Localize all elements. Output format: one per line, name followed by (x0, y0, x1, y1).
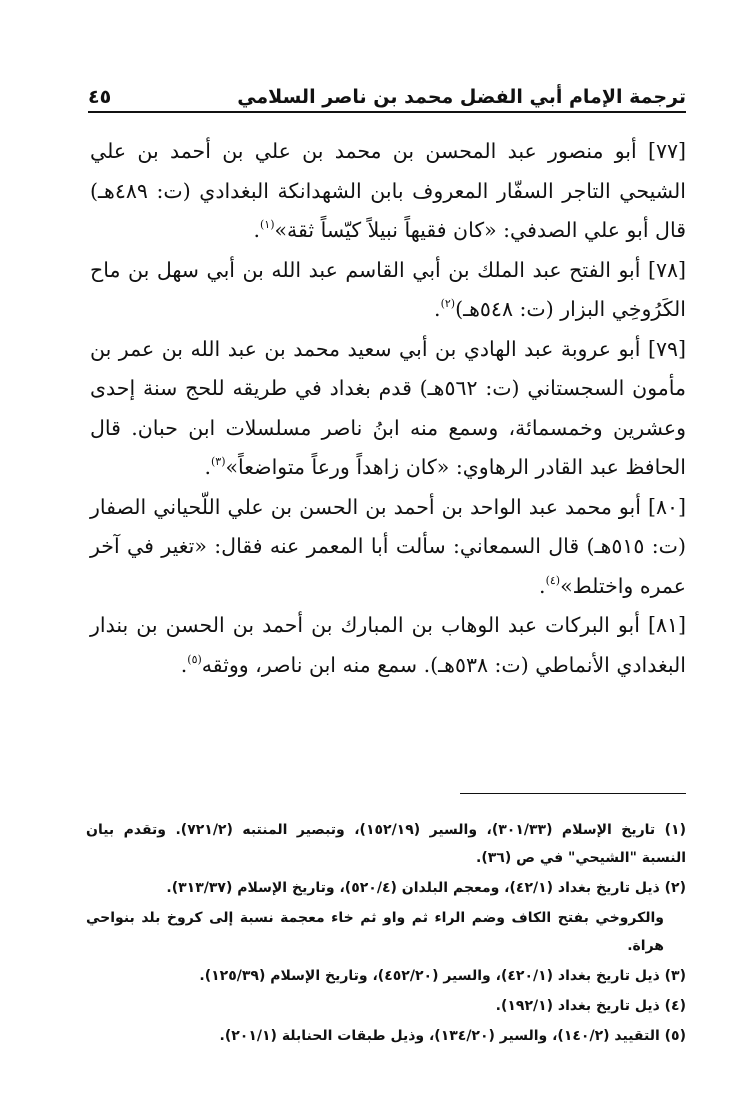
header-divider (88, 111, 686, 113)
footnote-ref: (٤) (545, 573, 561, 587)
footnote-3: (٣) ذيل تاريخ بغداد (٤٢٠/١)، والسير (٤٥٢/٢٠)، وتاريخ الإسلام (١٢٥/٣٩). (199, 968, 686, 984)
footnote-2-continuation: والكروخي بفتح الكاف وضم الراء ثم واو ثم خاء معجمة نسبة إلى كروخ بلد بنواحي هراة. (86, 910, 664, 954)
footnote-ref: (٢) (440, 297, 456, 310)
main-text (90, 132, 686, 685)
entry-tail: . (539, 573, 546, 598)
entry-text: [٨٠] أبو محمد عبد الواحد بن أحمد بن الحسن بن علي اللّحياني الصفار (ت: ٥١٥هـ) قال السمعاني: سألت أبا المعمر عنه فقال: «تغير في آخر عمره واختلط» (90, 494, 686, 598)
entry-text: [٨١] أبو البركات عبد الوهاب بن المبارك بن أحمد بن الحسن بن بندار البغدادي الأنماطي (ت: ٥٣٨هـ). سمع منه ابن ناصر، ووثقه (90, 613, 686, 677)
running-title: ترجمة الإمام أبي الفضل محمد بن ناصر السلامي (237, 86, 686, 108)
footnote-ref: (١) (259, 218, 275, 231)
entry-tail: . (253, 218, 260, 242)
entry-tail: . (180, 652, 188, 677)
entry-tail: . (434, 297, 441, 321)
page-number: ٤٥ (88, 86, 112, 108)
footnote-2: (٢) ذيل تاريخ بغداد (٤٢/١)، ومعجم البلدان (٥٢٠/٤)، وتاريخ الإسلام (٣١٣/٣٧). (166, 880, 686, 896)
entry-text: [٧٩] أبو عروبة عبد الهادي بن أبي سعيد محمد بن عبد الله بن عمر بن مأمون السجستاني (ت: ٥٦٢هـ) قدم بغداد في طريقه للحج سنة إحدى وعشرين وخمسمائة، وسمع منه ابنُ ناصر مسلسلات ابن حبان. قال الحافظ عبد القادر الرهاوي: «كان زاهداً ورعاً متواضعاً» (90, 336, 686, 479)
entry-79 (90, 330, 686, 488)
entry-81 (90, 606, 686, 685)
entry-text: [٧٨] أبو الفتح عبد الملك بن أبي القاسم عبد الله بن أبي سهل بن ماح الكَرُوخِي البزار (ت: ٥٤٨هـ) (90, 257, 686, 321)
entry-80 (90, 488, 686, 607)
entry-78 (90, 251, 686, 330)
entry-tail: . (204, 455, 211, 479)
entry-text: [٧٧] أبو منصور عبد المحسن بن محمد بن علي بن أحمد بن علي الشيحي التاجر السفّار المعروف بابن الشهدانكة البغدادي (ت: ٤٨٩هـ) قال أبو علي الصدفي: «كان فقيهاً نبيلاً كيّساً ثقة» (90, 139, 686, 242)
footnote-4: (٤) ذيل تاريخ بغداد (١٩٢/١). (495, 998, 686, 1014)
footnote-ref: (٣) (210, 455, 226, 468)
footnote-ref: (٥) (187, 652, 202, 666)
footnotes (86, 816, 686, 1052)
footnote-5: (٥) التقييد (١٤٠/٢)، والسير (١٣٤/٢٠)، وذيل طبقات الحنابلة (٢٠١/١). (219, 1028, 686, 1044)
running-header (88, 74, 686, 108)
footnote-divider (460, 793, 686, 794)
footnote-1: (١) تاريخ الإسلام (٣٠١/٣٣)، والسير (١٥٢/١٩)، وتبصير المنتبه (٧٢١/٢). وتقدم بيان النسبة "الشيحي" في ص (٣٦). (86, 822, 686, 866)
entry-77 (90, 132, 686, 251)
